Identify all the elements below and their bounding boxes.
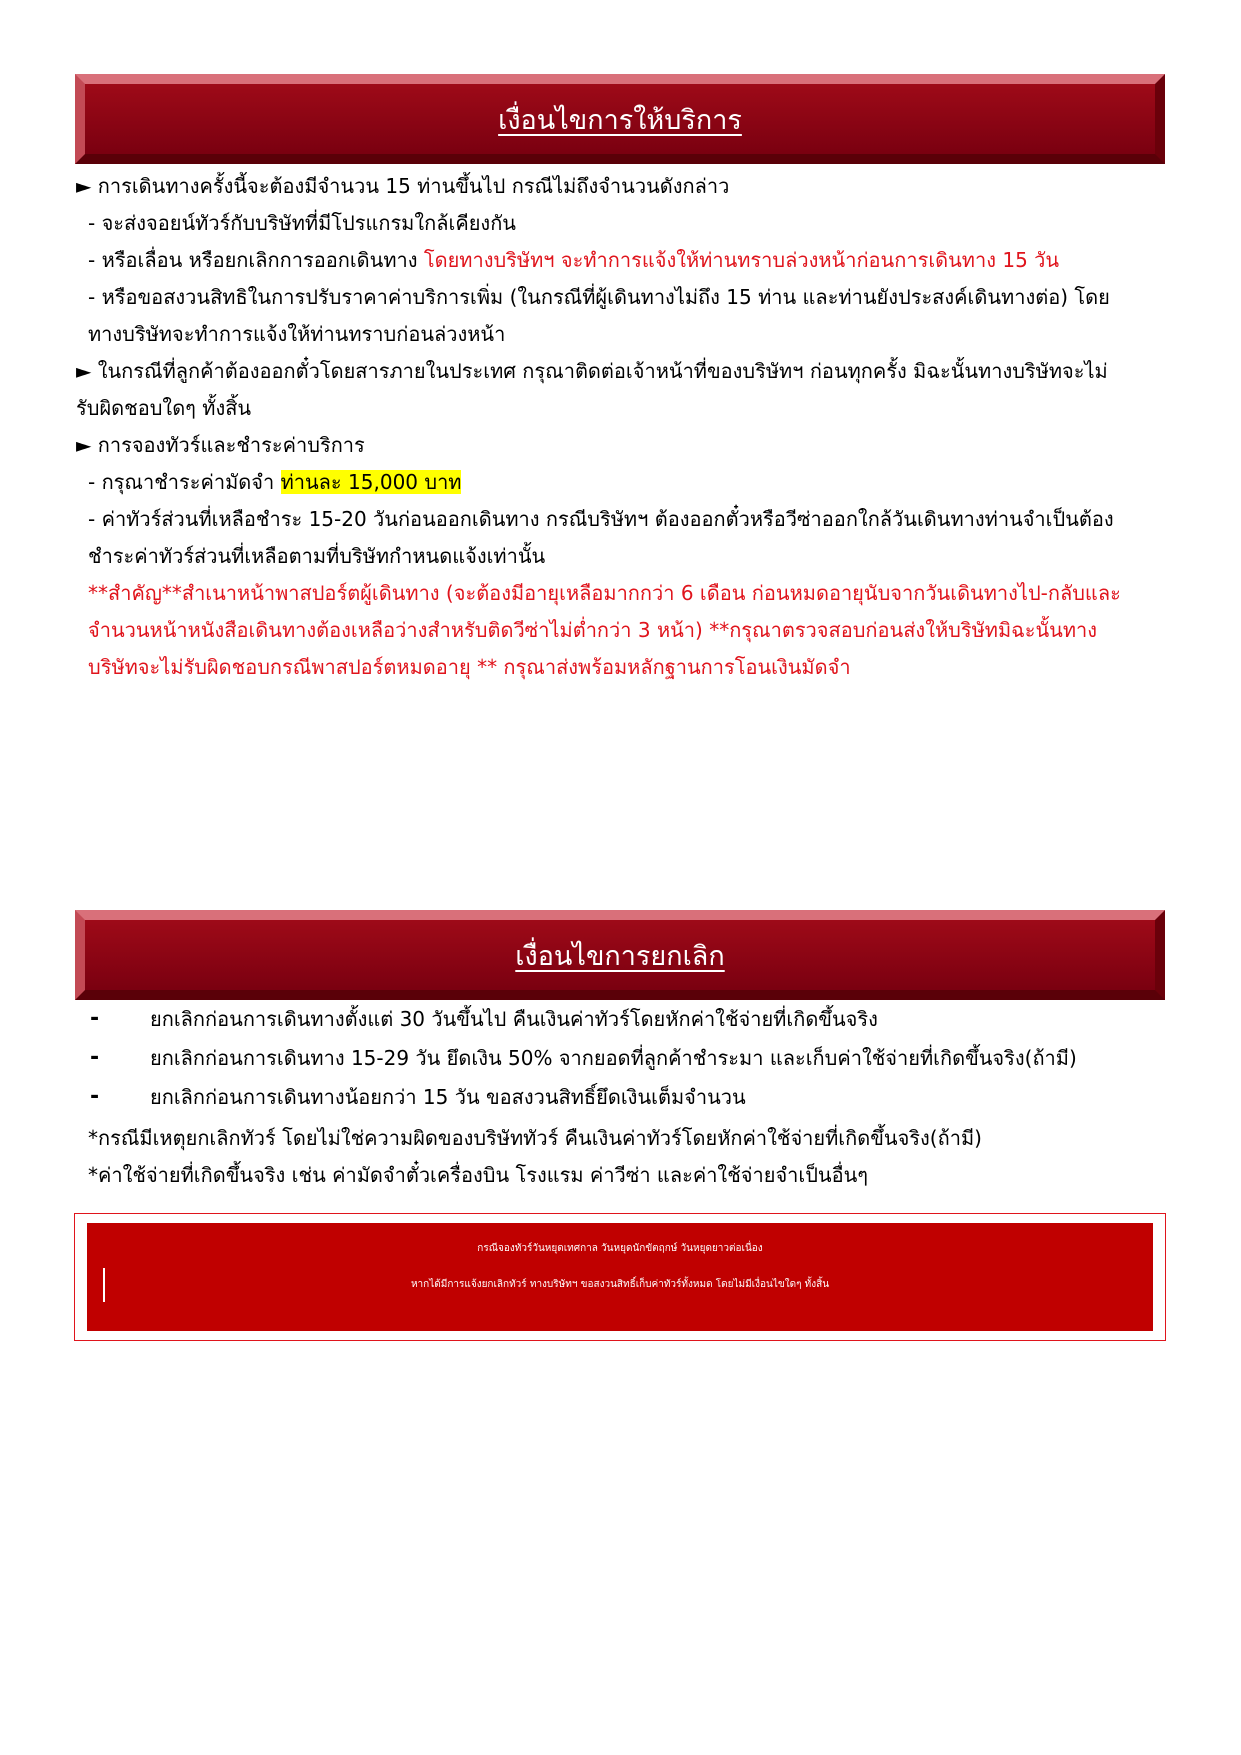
cancellation-note-1: *กรณีมีเหตุยกเลิกทัวร์ โดยไม่ใช่ความผิดของบริษัททัวร์ คืนเงินค่าทัวร์โดยหักค่าใช้จ่ายที่เกิดขึ้นจริง(ถ้ามี) xyxy=(88,1126,982,1150)
condition-line-6: ► ในกรณีที่ลูกค้าต้องออกตั๋วโดยสารภายในประเทศ กรุณาติดต่อเจ้าหน้าที่ของบริษัทฯ ก่อนทุกครั้ง มิฉะนั้นทางบริษัทจะไม่ xyxy=(76,359,1108,383)
important-note-line-3: บริษัทจะไม่รับผิดชอบกรณีพาสปอร์ตหมดอายุ ** กรุณาส่งพร้อมหลักฐานการโอนเงินมัดจำ xyxy=(88,655,851,679)
service-conditions-banner xyxy=(75,74,1165,164)
condition-line-3-red-text: โดยทางบริษัทฯ จะทำการแจ้งให้ท่านทราบล่วงหน้าก่อนการเดินทาง 15 วัน xyxy=(423,248,1060,272)
condition-line-5: ทางบริษัทจะทำการแจ้งให้ท่านทราบก่อนล่วงหน้า xyxy=(88,322,506,346)
service-conditions-title: เงื่อนไขการให้บริการ xyxy=(498,104,742,136)
holiday-notice-line-1: กรณีจองทัวร์วันหยุดเทศกาล วันหยุดนักขัตฤกษ์ วันหยุดยาวต่อเนื่อง xyxy=(477,1243,763,1254)
dash-bullet: - xyxy=(90,1006,100,1031)
condition-line-4: - หรือขอสงวนสิทธิในการปรับราคาค่าบริการเพิ่ม (ในกรณีที่ผู้เดินทางไม่ถึง 15 ท่าน และท่านยังประสงค์เดินทางต่อ) โดย xyxy=(88,285,1110,309)
dash-bullet: - xyxy=(90,1084,100,1109)
cancellation-item-text: ยกเลิกก่อนการเดินทางน้อยกว่า 15 วัน ขอสงวนสิทธิ์ยึดเงินเต็มจำนวน xyxy=(150,1085,746,1109)
holiday-notice-line-2: หากได้มีการแจ้งยกเลิกทัวร์ ทางบริษัทฯ ขอสงวนสิทธิ์เก็บค่าทัวร์ทั้งหมด โดยไม่มีเงื่อนไขใดๆ ทั้งสิ้น xyxy=(410,1279,830,1290)
important-note-line-1: **สำคัญ**สำเนาหน้าพาสปอร์ตผู้เดินทาง (จะต้องมีอายุเหลือมากกว่า 6 เดือน ก่อนหมดอายุนับจากวันเดินทางไป-กลับและ xyxy=(88,581,1121,605)
banner-inner xyxy=(85,84,1155,154)
cancellation-note-2: *ค่าใช้จ่ายที่เกิดขึ้นจริง เช่น ค่ามัดจำตั๋วเครื่องบิน โรงแรม ค่าวีซ่า และค่าใช้จ่ายจำเป็นอื่นๆ xyxy=(88,1163,869,1187)
condition-line-7: รับผิดชอบใดๆ ทั้งสิ้น xyxy=(76,396,252,420)
cancellation-conditions-title: เงื่อนไขการยกเลิก xyxy=(515,940,725,972)
cancellation-item-text: ยกเลิกก่อนการเดินทาง 15-29 วัน ยึดเงิน 50% จากยอดที่ลูกค้าชำระมา และเก็บค่าใช้จ่ายที่เกิดขึ้นจริง(ถ้ามี) xyxy=(150,1046,1077,1070)
dash-bullet: - xyxy=(90,1045,100,1070)
condition-line-3-text: - หรือเลื่อน หรือยกเลิกการออกเดินทาง xyxy=(88,248,424,272)
cancellation-item-text: ยกเลิกก่อนการเดินทางตั้งแต่ 30 วันขึ้นไป คืนเงินค่าทัวร์โดยหักค่าใช้จ่ายที่เกิดขึ้นจริง xyxy=(150,1007,878,1031)
deposit-amount-highlight: ท่านละ 15,000 บาท xyxy=(280,470,462,494)
important-note-line-2: จำนวนหน้าหนังสือเดินทางต้องเหลือว่างสำหรับติดวีซ่าไม่ต่ำกว่า 3 หน้า) **กรุณาตรวจสอบก่อนส่งให้บริษัทมิฉะนั้นทาง xyxy=(88,618,1098,642)
holiday-notice-fill xyxy=(87,1223,1153,1331)
deposit-label: - กรุณาชำระค่ามัดจำ xyxy=(88,470,281,494)
condition-line-3 xyxy=(88,246,1059,274)
condition-line-2: - จะส่งจอยน์ทัวร์กับบริษัทที่มีโปรแกรมใกล้เคียงกัน xyxy=(88,211,516,235)
holiday-notice-box xyxy=(74,1213,1166,1341)
condition-line-9 xyxy=(88,468,461,496)
condition-line-10: - ค่าทัวร์ส่วนที่เหลือชำระ 15-20 วันก่อนออกเดินทาง กรณีบริษัทฯ ต้องออกตั๋วหรือวีซ่าออกใกล้วันเดินทางท่านจำเป็นต้อง xyxy=(88,507,1114,531)
condition-line-8: ► การจองทัวร์และชำระค่าบริการ xyxy=(76,433,365,457)
cancellation-conditions-banner xyxy=(75,910,1165,1000)
condition-line-11: ชำระค่าทัวร์ส่วนที่เหลือตามที่บริษัทกำหนดแจ้งเท่านั้น xyxy=(88,544,546,568)
banner-inner xyxy=(85,920,1155,990)
condition-line-1: ► การเดินทางครั้งนี้จะต้องมีจำนวน 15 ท่านขึ้นไป กรณีไม่ถึงจำนวนดังกล่าว xyxy=(76,174,730,198)
